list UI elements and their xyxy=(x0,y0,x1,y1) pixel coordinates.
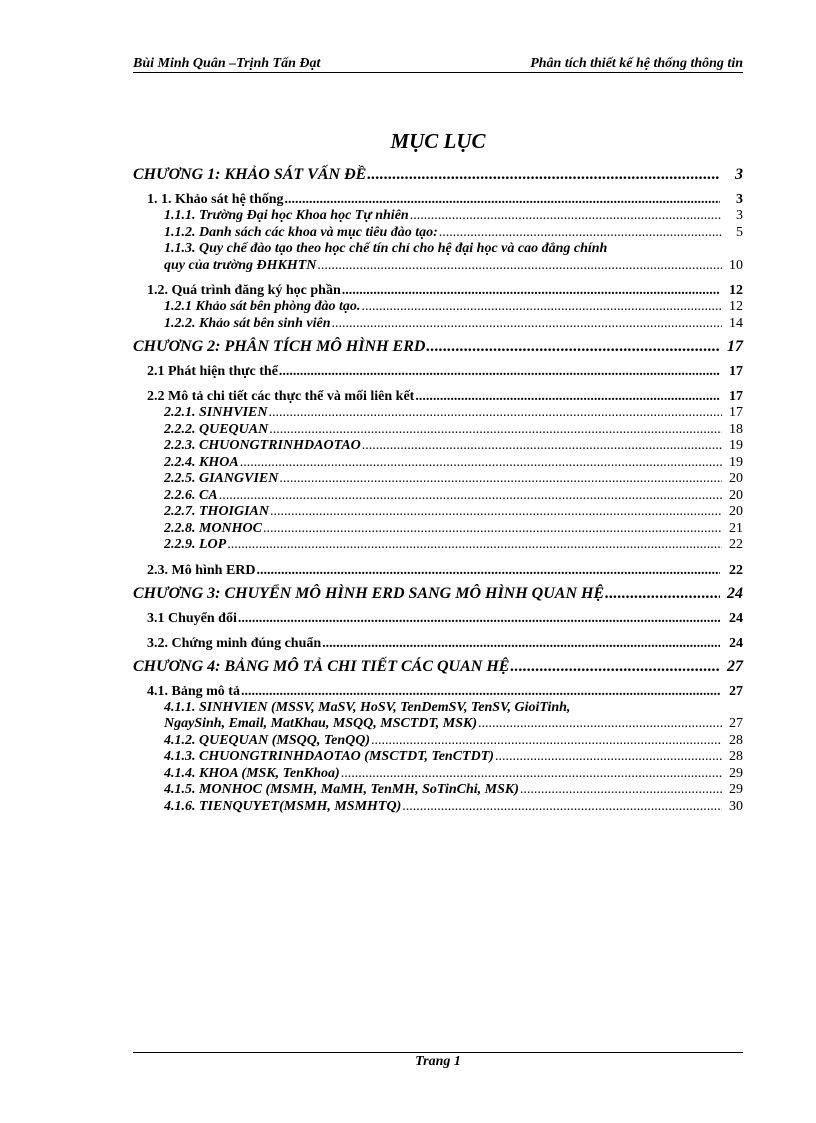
toc-entry-text: CHƯƠNG 3: CHUYỂN MÔ HÌNH ERD SANG MÔ HÌNH QUAN HỆ xyxy=(133,584,605,602)
toc-leader-dots xyxy=(238,611,720,627)
toc-page-number: 19 xyxy=(729,438,743,453)
toc-sub-entry[interactable] xyxy=(133,422,743,439)
toc-entry-text: 1.2. Quá trình đăng ký học phần xyxy=(147,283,341,298)
toc-page-number: 28 xyxy=(729,732,743,748)
toc-leader-dots xyxy=(285,192,720,208)
toc-page-number: 27 xyxy=(729,716,743,731)
table-of-contents xyxy=(133,160,743,815)
toc-title: MỤC LỤC xyxy=(390,129,486,153)
toc-entry-text: 4.1.4. KHOA (MSK, TenKhoa) xyxy=(164,765,340,781)
toc-page-number: 29 xyxy=(729,782,743,797)
toc-entry-text: 1.1.2. Danh sách các khoa và mục tiêu đào tạo: xyxy=(164,224,438,240)
toc-sub-entry[interactable] xyxy=(133,225,743,242)
toc-entry[interactable] xyxy=(133,258,743,275)
toc-leader-dots xyxy=(240,455,722,472)
toc-page-number: 27 xyxy=(727,657,743,675)
toc-sub-entry[interactable] xyxy=(133,438,743,455)
toc-entry-text: 2.2 Mô tả chi tiết các thực thể và mối liên kết xyxy=(147,389,415,404)
toc-leader-dots xyxy=(342,283,720,299)
toc-sub-entry[interactable] xyxy=(133,749,743,766)
toc-leader-dots xyxy=(371,733,722,750)
toc-page-number: 22 xyxy=(729,537,743,552)
toc-sub-entry[interactable] xyxy=(133,521,743,538)
toc-entry-text: 2.1 Phát hiện thực thể xyxy=(147,364,278,379)
toc-leader-dots xyxy=(415,389,720,405)
toc-leader-dots xyxy=(270,504,722,521)
toc-section-entry[interactable] xyxy=(133,192,743,208)
toc-page-number: 3 xyxy=(736,192,743,207)
toc-entry[interactable] xyxy=(133,716,743,733)
toc-page-number: 17 xyxy=(729,364,743,379)
toc-page-number: 30 xyxy=(729,798,743,814)
toc-page-number: 18 xyxy=(729,421,743,437)
toc-entry-text: 2.2.2. QUEQUAN xyxy=(164,421,269,437)
toc-page-number: 12 xyxy=(729,299,743,314)
toc-sub-entry[interactable] xyxy=(133,471,743,488)
toc-page-number: 10 xyxy=(729,257,743,273)
toc-entry-text: 4.1.6. TIENQUYET(MSMH, MSMHTQ) xyxy=(164,798,402,814)
toc-section-entry[interactable] xyxy=(133,611,743,627)
toc-leader-dots xyxy=(495,749,722,766)
toc-page-number: 5 xyxy=(736,224,743,240)
toc-entry-text: 1.2.2. Khảo sát bên sinh viên xyxy=(164,315,331,331)
toc-sub-entry[interactable] xyxy=(133,799,743,816)
toc-section-entry[interactable] xyxy=(133,283,743,299)
toc-entry-text: 3.1 Chuyển đổi xyxy=(147,610,237,626)
toc-leader-dots xyxy=(341,766,722,783)
toc-chapter-entry[interactable] xyxy=(133,166,743,183)
toc-entry-text-continued: NgaySinh, Email, MatKhau, MSQQ, MSCTDT, MSK) xyxy=(164,716,478,731)
toc-chapter-entry[interactable] xyxy=(133,338,743,355)
toc-page-number: 19 xyxy=(729,454,743,470)
toc-entry-text[interactable]: 1.1.3. Quy chế đào tạo theo học chế tín chỉ cho hệ đại học và cao đẳng chính xyxy=(164,241,608,256)
header-authors: Bùi Minh Quân –Trịnh Tấn Đạt xyxy=(133,56,321,71)
toc-leader-dots xyxy=(263,521,722,538)
toc-leader-dots xyxy=(362,438,722,455)
toc-leader-dots xyxy=(367,166,720,183)
toc-sub-entry[interactable] xyxy=(133,455,743,472)
toc-entry-text: 2.2.5. GIANGVIEN xyxy=(164,471,279,486)
toc-sub-entry[interactable] xyxy=(133,208,743,225)
page-footer: Trang 1 xyxy=(415,1054,461,1069)
toc-entry-text: 1.1.1. Trường Đại học Khoa học Tự nhiên xyxy=(164,208,409,223)
toc-leader-dots xyxy=(269,422,722,439)
toc-sub-entry[interactable] xyxy=(133,766,743,783)
toc-entry-text: 4.1.3. CHUONGTRINHDAOTAO (MSCTDT, TenCTDT) xyxy=(164,749,494,764)
toc-page-number: 29 xyxy=(729,765,743,781)
toc-page-number: 27 xyxy=(729,683,743,699)
toc-leader-dots xyxy=(402,799,722,816)
toc-section-entry[interactable] xyxy=(133,684,743,700)
toc-leader-dots xyxy=(331,316,722,333)
toc-section-entry[interactable] xyxy=(133,364,743,380)
toc-entry-text: 2.2.7. THOIGIAN xyxy=(164,504,270,519)
toc-page-number: 3 xyxy=(735,166,743,183)
toc-leader-dots xyxy=(605,585,720,602)
toc-page-number: 17 xyxy=(729,405,743,420)
toc-entry-text: 2.3. Mô hình ERD xyxy=(147,562,256,578)
toc-sub-entry[interactable] xyxy=(133,733,743,750)
toc-entry-text: 1.2.1 Khảo sát bên phòng đào tạo. xyxy=(164,299,361,314)
toc-entry-text: 2.2.9. LOP xyxy=(164,537,227,552)
toc-entry-text: CHƯƠNG 1: KHẢO SÁT VẤN ĐỀ xyxy=(133,166,367,183)
toc-entry-text: 3.2. Chứng minh đúng chuẩn xyxy=(147,635,322,651)
toc-leader-dots xyxy=(227,537,722,554)
toc-chapter-entry[interactable] xyxy=(133,658,743,675)
toc-page-number: 17 xyxy=(727,338,743,355)
toc-leader-dots xyxy=(478,716,722,733)
toc-entry-text-continued: quy của trường ĐHKHTN xyxy=(164,257,317,273)
toc-entry-text: 2.2.6. CA xyxy=(164,487,218,503)
toc-entry-text: 2.2.3. CHUONGTRINHDAOTAO xyxy=(164,438,361,453)
toc-leader-dots xyxy=(257,563,720,579)
toc-leader-dots xyxy=(268,405,722,422)
toc-page-number: 20 xyxy=(729,504,743,519)
toc-leader-dots xyxy=(317,258,722,275)
toc-leader-dots xyxy=(279,364,720,380)
toc-entry-text: CHƯƠNG 2: PHÂN TÍCH MÔ HÌNH ERD xyxy=(133,338,426,355)
toc-entry-text: 2.2.4. KHOA xyxy=(164,454,239,470)
toc-sub-entry[interactable] xyxy=(133,488,743,505)
toc-section-entry[interactable] xyxy=(133,389,743,405)
toc-page-number: 17 xyxy=(729,389,743,404)
toc-chapter-entry[interactable] xyxy=(133,585,743,602)
running-header xyxy=(133,52,743,72)
toc-page-number: 24 xyxy=(727,584,743,602)
toc-sub-entry[interactable] xyxy=(133,782,743,799)
header-document-title: Phân tích thiết kế hệ thống thông tin xyxy=(530,56,743,71)
toc-entry-text: 2.2.8. MONHOC xyxy=(164,520,263,536)
toc-sub-entry[interactable] xyxy=(133,537,743,554)
toc-leader-dots xyxy=(322,636,720,652)
toc-leader-dots xyxy=(410,208,722,225)
toc-leader-dots xyxy=(279,471,722,488)
toc-leader-dots xyxy=(439,225,722,242)
toc-page-number: 24 xyxy=(729,610,743,626)
toc-entry-text[interactable]: 4.1.1. SINHVIEN (MSSV, MaSV, HoSV, TenDemSV, TenSV, GioiTinh, xyxy=(164,699,571,715)
toc-section-entry[interactable] xyxy=(133,636,743,652)
toc-page-number: 22 xyxy=(729,562,743,578)
toc-page-number: 21 xyxy=(729,520,743,536)
toc-entry-text: 4.1.2. QUEQUAN (MSQQ, TenQQ) xyxy=(164,732,370,748)
toc-entry-text: 1. 1. Khảo sát hệ thống xyxy=(147,192,284,207)
toc-leader-dots xyxy=(426,338,720,355)
toc-page-number: 28 xyxy=(729,749,743,764)
toc-entry-text: 4.1. Bảng mô tả xyxy=(147,683,240,699)
toc-page-number: 24 xyxy=(729,635,743,651)
toc-sub-entry[interactable] xyxy=(133,405,743,422)
toc-entry-text: 2.2.1. SINHVIEN xyxy=(164,405,268,420)
toc-leader-dots xyxy=(361,299,722,316)
toc-leader-dots xyxy=(241,684,720,700)
toc-sub-entry[interactable] xyxy=(133,316,743,333)
toc-page-number: 12 xyxy=(729,283,743,298)
toc-sub-entry[interactable] xyxy=(133,504,743,521)
footer-rule xyxy=(133,1052,743,1053)
toc-page-number: 20 xyxy=(729,471,743,486)
toc-leader-dots xyxy=(510,658,720,675)
toc-entry-text: CHƯƠNG 4: BẢNG MÔ TẢ CHI TIẾT CÁC QUAN HỆ xyxy=(133,657,510,675)
toc-leader-dots xyxy=(520,782,722,799)
toc-leader-dots xyxy=(219,488,722,505)
toc-page-number: 20 xyxy=(729,487,743,503)
toc-page-number: 14 xyxy=(729,315,743,331)
toc-section-entry[interactable] xyxy=(133,563,743,579)
header-rule xyxy=(133,72,743,73)
toc-sub-entry[interactable] xyxy=(133,299,743,316)
toc-entry-text: 4.1.5. MONHOC (MSMH, MaMH, TenMH, SoTinChi, MSK) xyxy=(164,782,519,797)
toc-page-number: 3 xyxy=(736,208,743,223)
